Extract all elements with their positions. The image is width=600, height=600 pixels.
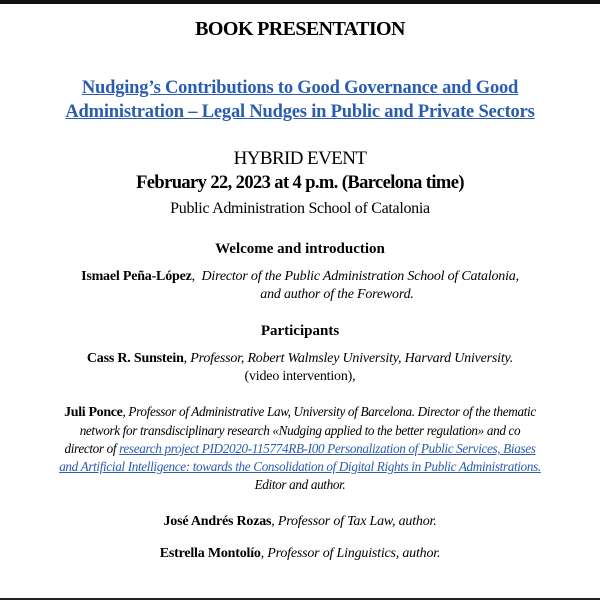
participant-role: Professor of Tax Law, author.: [277, 514, 437, 529]
participant-role-continued: network for transdisciplinary research «Nudging applied to the better regulation» and co: [79, 423, 521, 438]
research-project-link-continued[interactable]: and Artificial Intelligence: towards the Consolidation of Digital Rights in Public Administrations.: [59, 459, 541, 474]
speaker-name: Ismael Peña-López: [81, 269, 192, 284]
participant-role: Professor of Linguistics, author.: [267, 546, 441, 561]
event-type: HYBRID EVENT: [233, 148, 367, 169]
participant-ponce: Juli Ponce, Professor of Administrative Law, University of Barcelona. Director of the thematic network for transdisciplinary research «Nudging applied to the better regulation» and co director of research project PID2020-115774RB-I00 Personalization of Public Services, Biases and Artificial Intelligence: towards the Consolidation of Digital Rights in Public Administrations. Editor and author.: [59, 404, 541, 492]
book-title-line-2[interactable]: Administration – Legal Nudges in Public and Private Sectors: [65, 102, 535, 122]
book-title[interactable]: [0, 76, 600, 124]
participants-header: Participants: [260, 323, 340, 339]
speaker-role: Director of the Public Administration School of Catalonia,: [201, 269, 519, 284]
welcome-speaker: Ismael Peña-López, Director of the Public Administration School of Catalonia, and author of the Foreword.: [81, 269, 519, 302]
event-date: February 22, 2023 at 4 p.m. (Barcelona time): [136, 173, 464, 193]
participant-rozas: José Andrés Rozas, Professor of Tax Law, author.: [163, 514, 437, 529]
book-title-line-1[interactable]: Nudging’s Contributions to Good Governance and Good: [81, 78, 519, 98]
participant-role: Professor, Robert Walmsley University, Harvard University.: [190, 351, 514, 366]
participant-name: José Andrés Rozas: [163, 514, 272, 529]
participant-montolio: Estrella Montolío, Professor of Linguistics, author.: [159, 546, 441, 561]
welcome-header: Welcome and introduction: [215, 241, 385, 257]
document-heading: BOOK PRESENTATION: [195, 18, 405, 40]
participant-role-suffix: Editor and author.: [254, 477, 346, 492]
participant-name: Cass R. Sunstein: [86, 351, 184, 366]
participant-role-prefix: director of: [64, 441, 117, 456]
speaker-role-continued: and author of the Foreword.: [260, 287, 414, 302]
research-project-link[interactable]: research project PID2020-115774RB-I00 Personalization of Public Services, Biases: [119, 441, 536, 456]
participant-name: Estrella Montolío: [159, 546, 261, 561]
event-venue: Public Administration School of Catalonia: [170, 200, 430, 217]
participant-role: Professor of Administrative Law, University of Barcelona. Director of the thematic: [128, 404, 536, 419]
participant-name: Juli Ponce: [64, 405, 123, 420]
participant-sunstein: Cass R. Sunstein, Professor, Robert Walmsley University, Harvard University. (video intervention),: [86, 351, 514, 384]
participant-note: (video intervention),: [244, 369, 356, 384]
